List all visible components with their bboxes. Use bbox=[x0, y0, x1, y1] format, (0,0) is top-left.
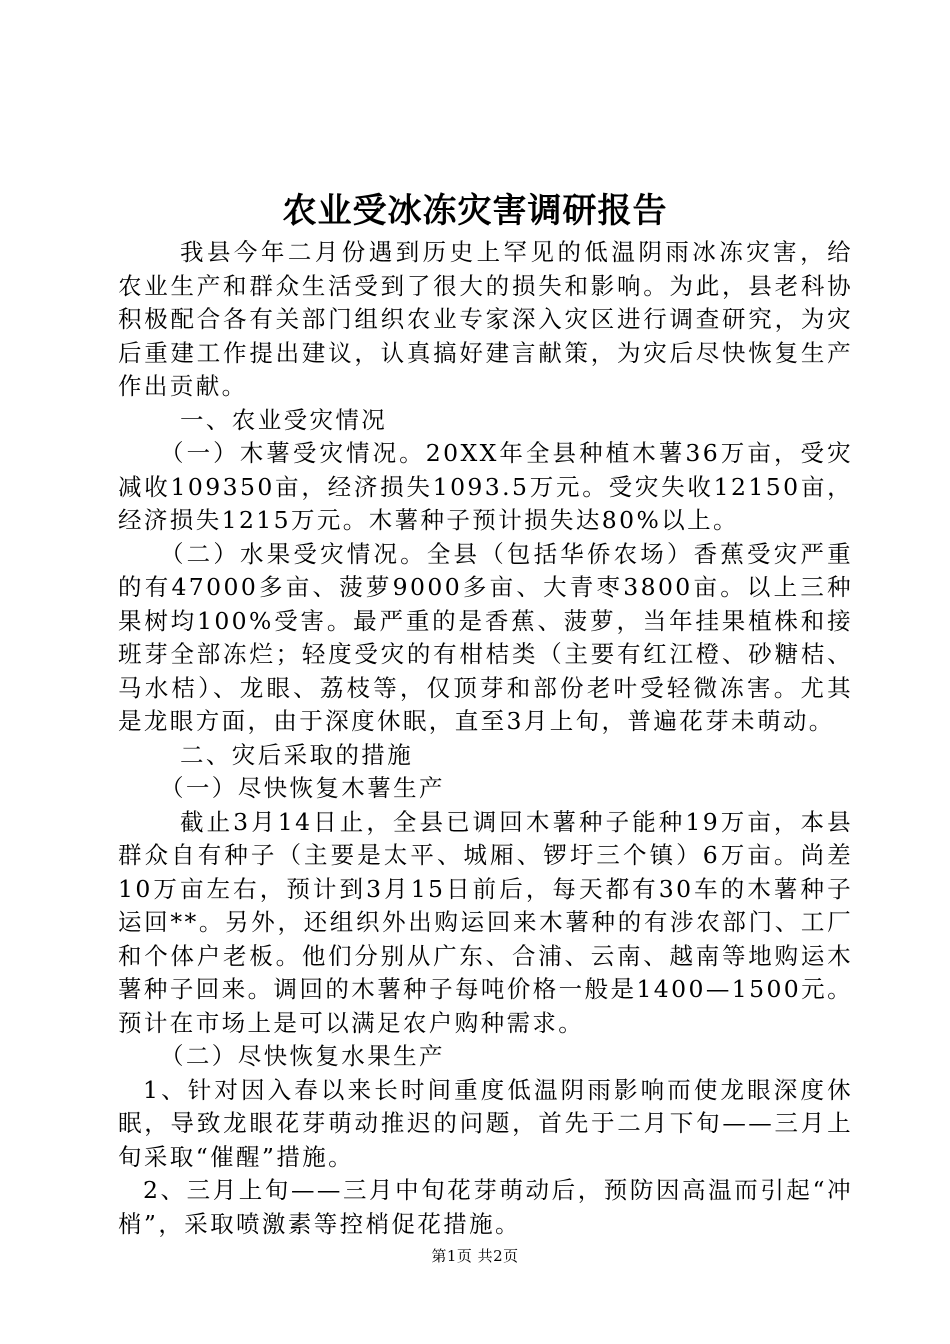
subsection-cassava-recovery: （一）尽快恢复木薯生产 bbox=[160, 774, 445, 802]
section-heading-1: 一、农业受灾情况 bbox=[180, 405, 388, 434]
subsection-fruit-damage: （二）水果受灾情况。全县（包括华侨农场）香蕉受灾严重的有47000多亩、菠萝9000多亩、大青枣3800亩。以上三种果树均100%受害。最严重的是香蕉、菠萝，当年挂果植株和接班芽全部冻烂；轻度受灾的有柑桔类（主要有红江橙、砂糖桔、马水桔）、龙眼、荔枝等，仅顶芽和部份老叶受轻微冻害。尤其是龙眼方面，由于深度休眠，直至3月上旬，普遍花芽未萌动。 bbox=[118, 539, 853, 735]
page-footer: 第1页 共2页 bbox=[431, 1247, 519, 1265]
subsection-fruit-recovery: （二）尽快恢复水果生产 bbox=[160, 1042, 445, 1070]
intro-paragraph: 我县今年二月份遇到历史上罕见的低温阴雨冰冻灾害，给农业生产和群众生活受到了很大的损失和影响。为此，县老科协积极配合各有关部门组织农业专家深入灾区进行调查研究，为灾后重建工作提出建议，认真搞好建言献策，为灾后尽快恢复生产作出贡献。 bbox=[118, 238, 853, 400]
cassava-recovery-paragraph: 截止3月14日止，全县已调回木薯种子能种19万亩，本县群众自有种子（主要是太平、城厢、锣圩三个镇）6万亩。尚差10万亩左右，预计到3月15日前后，每天都有30车的木薯种子运回**。另外，还组织外出购运回来木薯种的有涉农部门、工厂和个体户老板。他们分别从广东、合浦、云南、越南等地购运木薯种子回来。调回的木薯种子每吨价格一般是1400—1500元。预计在市场上是可以满足农户购种需求。 bbox=[118, 807, 853, 1037]
subsection-cassava-damage: （一）木薯受灾情况。20XX年全县种植木薯36万亩，受灾减收109350亩，经济损失1093.5万元。受灾失收12150亩，经济损失1215万元。木薯种子预计损失达80%以上。 bbox=[118, 439, 853, 534]
document-title: 农业受冰冻灾害调研报告 bbox=[282, 191, 668, 231]
section-heading-2: 二、灾后采取的措施 bbox=[180, 740, 414, 769]
fruit-recovery-item-1: 1、针对因入春以来长时间重度低温阴雨影响而使龙眼深度休眠，导致龙眼花芽萌动推迟的问题，首先于二月下旬——三月上旬采取“催醒”措施。 bbox=[118, 1075, 853, 1171]
document-body bbox=[118, 236, 853, 1241]
fruit-recovery-item-2: 2、三月上旬——三月中旬花芽萌动后，预防因高温而引起“冲梢”，采取喷激素等控梢促花措施。 bbox=[118, 1176, 853, 1238]
